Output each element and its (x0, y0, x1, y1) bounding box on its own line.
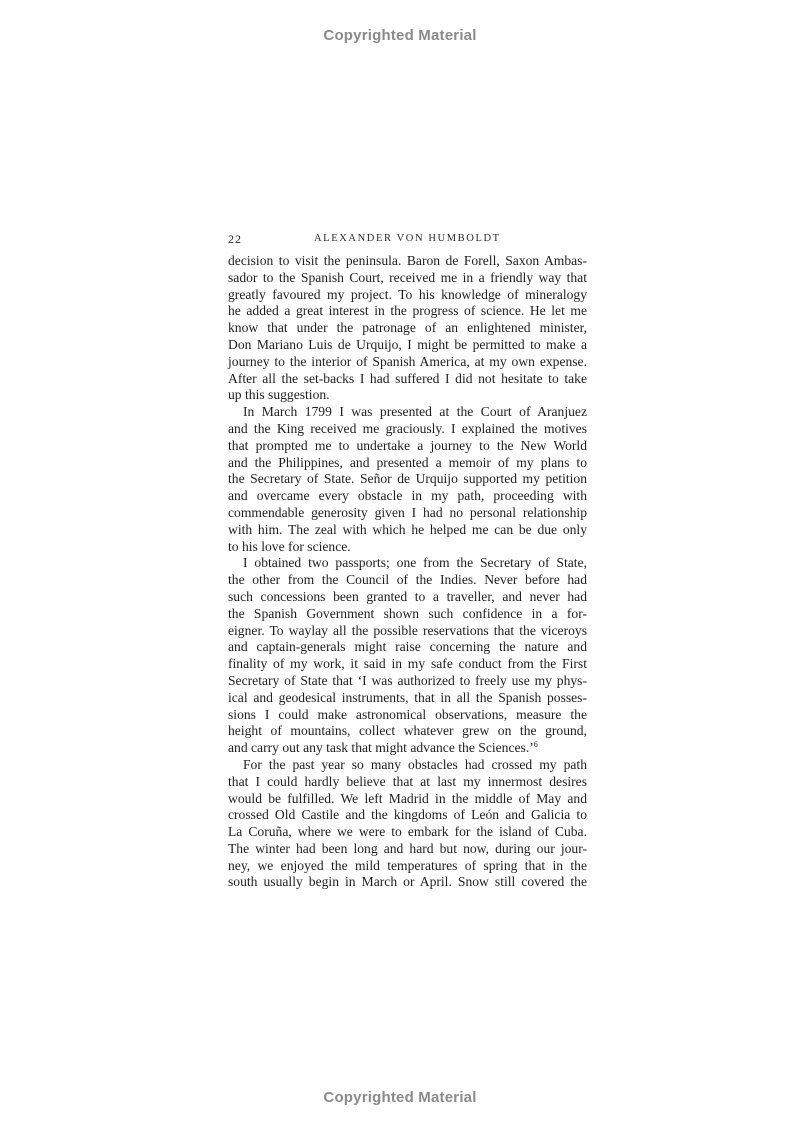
text-line: would be fulfilled. We left Madrid in the middle of May and (228, 790, 587, 806)
text-line: I obtained two passports; one from the Secretary of State, (243, 555, 587, 571)
page-number: 22 (228, 232, 242, 246)
text-line: and the King received me graciously. I explained the motives (228, 420, 587, 436)
text-line: the Secretary of State. Señor de Urquijo supported my petition (228, 471, 587, 487)
text-line: La Coruña, where we were to embark for the island of Cuba. (228, 824, 587, 840)
text-line: he added a great interest in the progress of science. He let me (228, 303, 587, 319)
body-text (228, 253, 587, 891)
text-line: such concessions been granted to a traveller, and never had (228, 588, 587, 604)
text-line: with him. The zeal with which he helped me can be due only (228, 521, 587, 537)
copyright-watermark-top: Copyrighted Material (323, 27, 477, 44)
copyright-watermark-bottom: Copyrighted Material (323, 1089, 477, 1106)
text-line: sions I could make astronomical observations, measure the (228, 706, 587, 722)
text-line: south usually begin in March or April. Snow still covered the (228, 874, 587, 890)
text-line: The winter had been long and hard but now, during our jour- (228, 840, 587, 856)
footnote-marker[interactable]: 6 (533, 740, 538, 750)
text-line: height of mountains, collect whatever grew on the ground, (228, 723, 587, 739)
text-line: Don Mariano Luis de Urquijo, I might be permitted to make a (228, 336, 587, 352)
text-line: sador to the Spanish Court, received me in a friendly way that (228, 269, 587, 285)
text-line: For the past year so many obstacles had crossed my path (243, 756, 587, 772)
text-line: journey to the interior of Spanish America, at my own expense. (228, 353, 587, 369)
text-line: ical and geodesical instruments, that in all the Spanish posses- (228, 689, 587, 705)
text-line: eigner. To waylay all the possible reservations that the viceroys (228, 622, 587, 638)
text-line: greatly favoured my project. To his knowledge of mineralogy (228, 286, 587, 302)
text-line: up this suggestion. (228, 387, 330, 403)
text-line: to his love for science. (228, 538, 351, 554)
text-line: that prompted me to undertake a journey to the New World (228, 437, 587, 453)
running-head (228, 232, 587, 248)
text-line: commendable generosity given I had no personal relationship (228, 504, 587, 520)
running-title: ALEXANDER VON HUMBOLDT (314, 233, 501, 244)
text-line: the Spanish Government shown such confidence in a for- (228, 605, 587, 621)
text-line: decision to visit the peninsula. Baron de Forell, Saxon Ambas- (228, 253, 587, 268)
text-line: crossed Old Castile and the kingdoms of León and Galicia to (228, 807, 587, 823)
text-line: the other from the Council of the Indies. Never before had (228, 572, 587, 588)
text-line: ney, we enjoyed the mild temperatures of spring that in the (228, 857, 587, 873)
text-line: know that under the patronage of an enlightened minister, (228, 320, 587, 336)
text-line: that I could hardly believe that at last my innermost desires (228, 773, 587, 789)
paragraph (228, 253, 587, 404)
text-line: and carry out any task that might advance the Sciences.’$^6$ (228, 740, 538, 756)
paragraph (228, 757, 587, 891)
text-line: Secretary of State that ‘I was authorized to freely use my phys- (228, 672, 587, 688)
text-line: and overcame every obstacle in my path, proceeding with (228, 488, 587, 504)
text-line: and captain-generals might raise concerning the nature and (228, 639, 587, 655)
text-line: finality of my work, it said in my safe conduct from the First (228, 656, 587, 672)
text-line: and the Philippines, and presented a memoir of my plans to (228, 454, 587, 470)
text-line: After all the set-backs I had suffered I did not hesitate to take (228, 370, 587, 386)
paragraph (228, 404, 587, 555)
text-line: In March 1799 I was presented at the Court of Aranjuez (243, 404, 587, 420)
paragraph (228, 555, 587, 757)
